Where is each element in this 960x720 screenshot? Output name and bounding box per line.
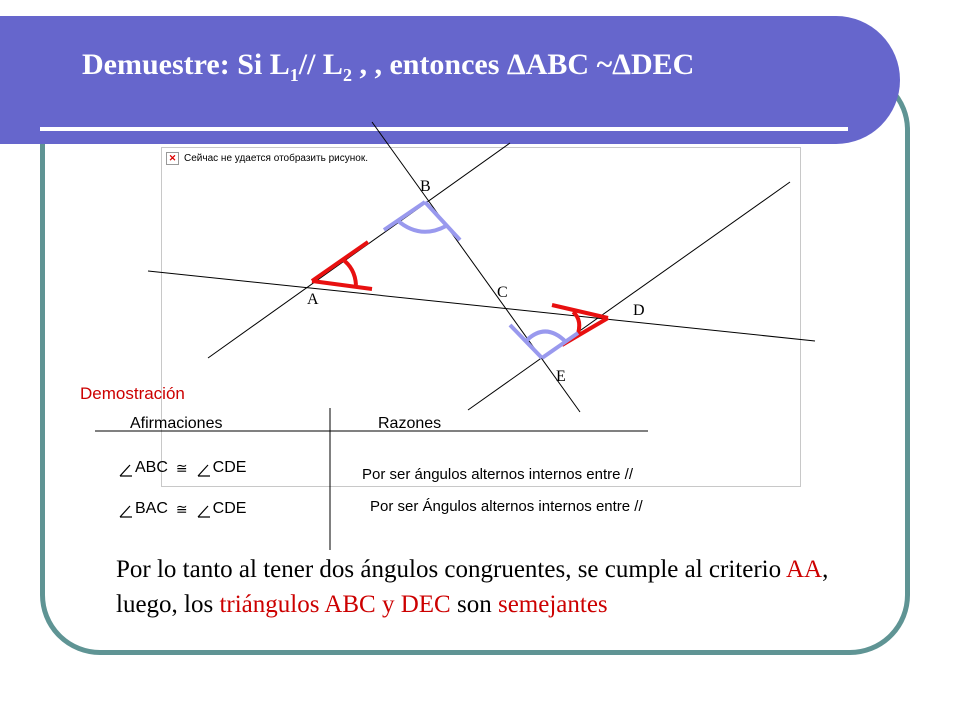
- triangles-phrase: triángulos ABC y DEC: [219, 591, 451, 618]
- statement-angle-left: BAC: [135, 500, 168, 517]
- broken-image-text: Сейчас не удается отобразить рисунок.: [184, 153, 368, 164]
- congruent-symbol: ≅: [175, 460, 188, 476]
- angle-symbol-icon: [118, 463, 134, 477]
- point-label-d: D: [633, 302, 645, 319]
- statement-angle-right: CDE: [212, 500, 247, 517]
- demostracion-label: Demostración: [80, 384, 185, 403]
- angle-mark-e: [510, 325, 578, 358]
- column-header-razones: Razones: [378, 415, 442, 432]
- statement-angle-right: CDE: [212, 459, 247, 476]
- point-label-b: B: [420, 178, 431, 195]
- reason-row-1: Por ser ángulos alternos internos entre //: [362, 466, 633, 483]
- point-label-c: C: [497, 284, 508, 301]
- statement-angle-left: ABC: [135, 459, 168, 476]
- conclusion-text: Por lo tanto al tener dos ángulos congruentes, se cumple al criterio AA, luego, los triángulos ABC y DEC son semejantes: [116, 556, 829, 618]
- angle-mark-b: [384, 202, 460, 240]
- semejantes-word: semejantes: [497, 591, 608, 618]
- angle-symbol-icon: [196, 504, 212, 518]
- reason-row-2: Por ser Ángulos alternos internos entre //: [370, 498, 643, 515]
- line-l2: [468, 182, 790, 410]
- broken-image-icon: ✕: [166, 152, 179, 165]
- point-label-a: A: [307, 291, 319, 308]
- transversal-line: [148, 271, 815, 341]
- angle-symbol-icon: [196, 463, 212, 477]
- column-header-afirmaciones: Afirmaciones: [130, 415, 223, 432]
- congruent-symbol: ≅: [175, 501, 188, 517]
- angle-mark-a: [312, 242, 372, 289]
- criterion-aa: AA: [785, 556, 823, 583]
- statement-row-1: [118, 459, 246, 477]
- slide-title: Demuestre: Si $L_1//$ $L_2$ , , entonces ΔABC ~ΔDEC: [82, 48, 695, 85]
- line-be: [372, 122, 580, 412]
- statement-row-2: [118, 500, 246, 518]
- angle-symbol-icon: [118, 504, 134, 518]
- point-label-e: E: [556, 368, 566, 385]
